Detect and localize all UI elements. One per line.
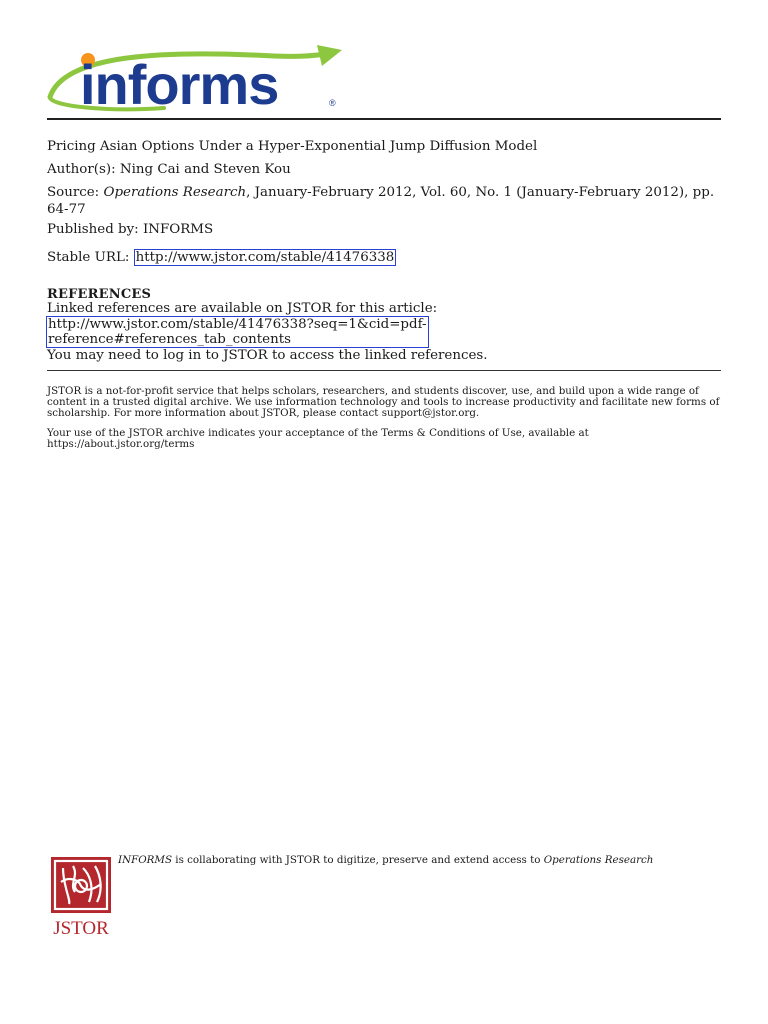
- jstor-about-text: JSTOR is a not-for-profit service that helps scholars, researchers, and students discover, use, and build upon a wide range of content in a trusted digital archive. We use information technology and tools to increase productivity and facilitate new forms of scholarship. For more information about JSTOR, please contact support@jstor.org.: [47, 385, 720, 419]
- source-line: [47, 184, 727, 218]
- stable-url-link[interactable]: http://www.jstor.com/stable/41476338: [135, 250, 395, 265]
- references-link-line2[interactable]: reference#references_tab_contents: [48, 332, 291, 347]
- terms-text: Your use of the JSTOR archive indicates your acceptance of the Terms & Conditions of Use, available at https://about.jstor.org/terms: [47, 427, 589, 450]
- collaboration-journal: Operations Research: [543, 854, 654, 866]
- references-block: [47, 301, 727, 363]
- references-intro: Linked references are available on JSTOR for this article:: [47, 301, 438, 316]
- authors-line: [47, 161, 727, 178]
- svg-text:informs: informs: [80, 53, 279, 114]
- authors-label: Author(s):: [47, 162, 116, 177]
- collaboration-text: [118, 855, 678, 866]
- article-title: Pricing Asian Options Under a Hyper-Exponential Jump Diffusion Model: [47, 139, 538, 154]
- header-rule: [47, 118, 721, 120]
- source-label: Source:: [47, 185, 100, 200]
- collaboration-body: is collaborating with JSTOR to digitize, preserve and extend access to: [172, 854, 544, 866]
- source-details: , January-February 2012, Vol. 60, No. 1 (January-February 2012), pp. 64-77: [47, 185, 715, 217]
- journal-name: Operations Research: [103, 185, 247, 200]
- published-label: Published by:: [47, 222, 139, 237]
- references-link[interactable]: [46, 316, 429, 348]
- publisher-value: INFORMS: [142, 222, 214, 237]
- jstor-logo: [49, 856, 115, 938]
- informs-logo: [44, 42, 344, 114]
- references-heading: REFERENCES: [47, 287, 152, 302]
- stable-url-line: [47, 249, 727, 266]
- published-line: [47, 221, 727, 238]
- references-link-line1[interactable]: http://www.jstor.com/stable/41476338?seq=1&cid=pdf-: [48, 317, 427, 332]
- stable-url-label: Stable URL:: [47, 250, 130, 265]
- collaboration-org: INFORMS: [118, 854, 173, 866]
- notice-rule: [47, 370, 721, 371]
- authors-value: Ning Cai and Steven Kou: [119, 162, 291, 177]
- svg-text:JSTOR: JSTOR: [53, 918, 109, 938]
- references-note: You may need to log in to JSTOR to access the linked references.: [47, 348, 488, 363]
- svg-text:®: ®: [329, 98, 336, 108]
